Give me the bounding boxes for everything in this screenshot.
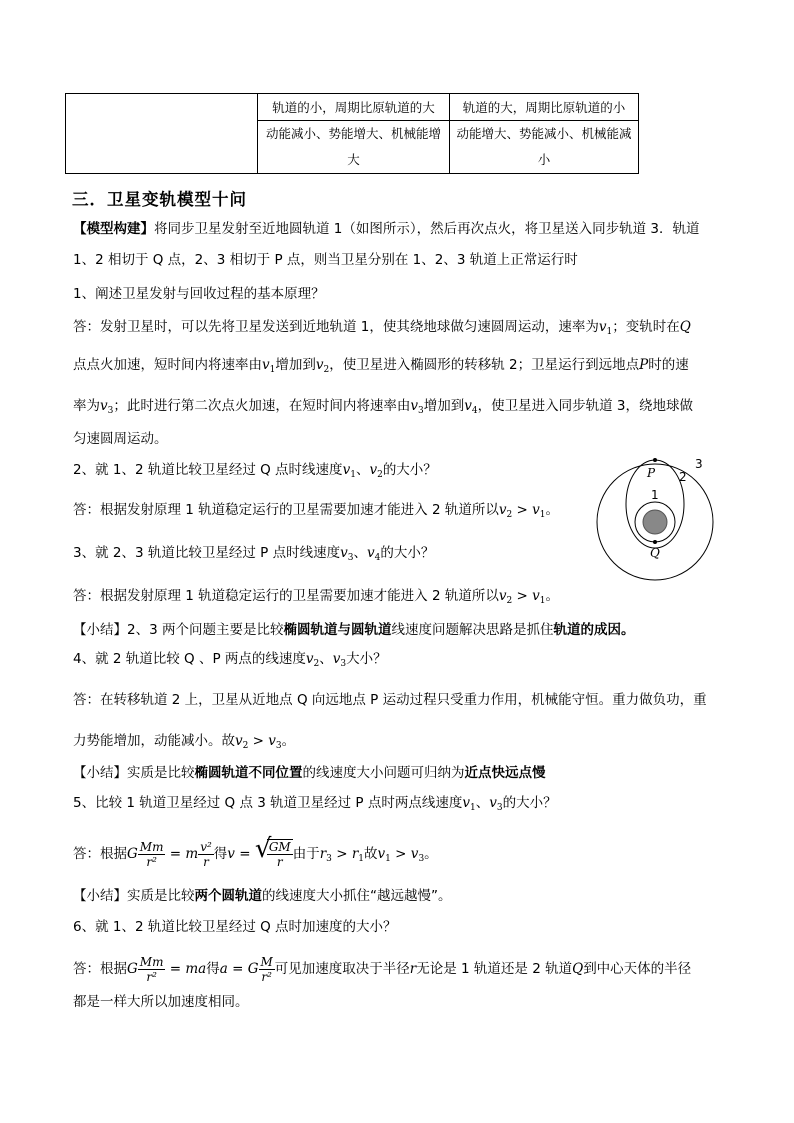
label-orbit-2: 2 [679,470,687,484]
question-6: 6、就 1、2 轨道比较卫星经过 Q 点时加速度的大小？ [73,919,397,935]
answer-1-line-1: 答：发射卫星时，可以先将卫星发送到近地轨道 1，使其绕地球做匀速圆周运动，速率为$v_1$；变轨时在Q [73,319,691,337]
table-cell: 动能增大、势能减小、机械能减小 [450,121,639,174]
label-orbit-3: 3 [695,457,703,471]
orbit-diagram [592,455,722,585]
summary-2: 【小结】实质是比较椭圆轨道不同位置的线速度大小问题可归纳为近点快远点慢 [73,765,546,781]
question-1: 1、阐述卫星发射与回收过程的基本原理？ [73,286,325,302]
section-title: 三．卫星变轨模型十问 [72,190,247,209]
label-p: P [647,466,656,480]
answer-5: 答：根据G $\frac{Mm}{\text{r²}}$ = m $\frac{\text{v²}}{r}$ 得v = √ $\frac{GM}{r}$ 由于$r_3 > r_1$故$v_1 > v_3$。 [73,834,438,879]
intro-line-1: 【模型构建】将同步卫星发射至近地圆轨道 1（如图所示），然后再次点火，将卫星送入同步轨道 3．轨道 [73,221,700,237]
table-row [66,94,639,121]
answer-1-line-2: 点点火加速，短时间内将速率由$v_1$增加到$v_2$，使卫星进入椭圆形的转移轨 2；卫星运行到远地点P时的速 [73,357,689,375]
intro-line-2: 1、2 相切于 Q 点，2、3 相切于 P 点，则当卫星分别在 1、2、3 轨道上正常运行时 [73,252,578,268]
summary-3: 【小结】实质是比较两个圆轨道的线速度大小抓住“越远越慢”。 [73,888,452,904]
comparison-table [65,93,639,174]
question-2: 2、就 1、2 轨道比较卫星经过 Q 点时线速度$v_1$、$v_2$的大小？ [73,462,437,480]
answer-2: 答：根据发射原理 1 轨道稳定运行的卫星需要加速才能进入 2 轨道所以$v_2 > v_1$。 [73,502,559,520]
question-4: 4、就 2 轨道比较 Q 、P 两点的线速度$v_2$、$v_3$大小？ [73,651,387,669]
question-3: 3、就 2、3 轨道比较卫星经过 P 点时线速度$v_3$、$v_4$的大小？ [73,545,435,563]
answer-1-line-4: 匀速圆周运动。 [73,431,168,447]
label-orbit-1: 1 [651,488,659,502]
answer-1-line-3: 率为$v_3$；此时进行第二次点火加速，在短时间内将速率由$v_3$增加到$v_4$，使卫星进入同步轨道 3，绕地球做 [73,398,694,416]
table-cell: 轨道的大，周期比原轨道的小 [450,94,639,121]
table-cell: 动能减小、势能增大、机械能增大 [258,121,450,174]
answer-4-line-2: 力势能增加，动能减小。故$v_2 > v_3$。 [73,733,296,751]
summary-1: 【小结】2、3 两个问题主要是比较椭圆轨道与圆轨道线速度问题解决思路是抓住轨道的成因。 [73,622,635,638]
point-q-dot [653,540,657,544]
answer-4-line-1: 答：在转移轨道 2 上，卫星从近地点 Q 向远地点 P 运动过程只受重力作用，机械能守恒。重力做负功，重 [73,692,707,708]
answer-6-line-1: 答：根据G $\frac{Mm}{\text{r²}}$ = ma得a = G $\frac{M}{\text{r²}}$ 可见加速度取决于半径r无论是 1 轨道还是 2 轨道Q到中心天体的半径 [73,954,692,984]
point-p-dot [653,458,657,462]
question-5: 5、比较 1 轨道卫星经过 Q 点 3 轨道卫星经过 P 点时两点线速度$v_1$、$v_3$的大小？ [73,795,557,813]
answer-6-line-2: 都是一样大所以加速度相同。 [73,994,249,1010]
table-cell-empty [66,94,258,174]
label-q: Q [650,546,660,560]
table-cell: 轨道的小，周期比原轨道的大 [258,94,450,121]
earth-icon [643,510,667,534]
answer-3: 答：根据发射原理 1 轨道稳定运行的卫星需要加速才能进入 2 轨道所以$v_2 > v_1$。 [73,588,559,606]
